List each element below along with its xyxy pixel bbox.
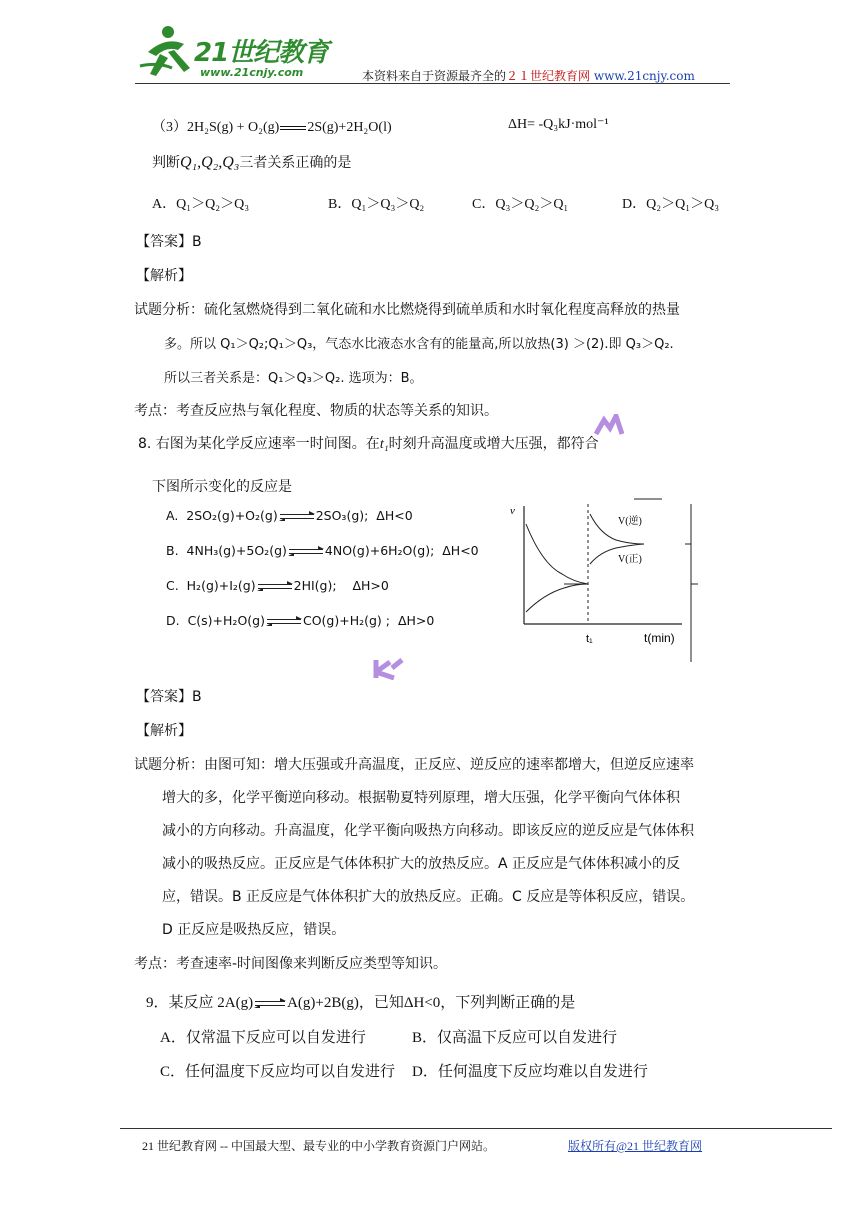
equilibrium-arrow-icon [289, 547, 323, 556]
footer-rule [120, 1128, 832, 1129]
answer-value: B [192, 234, 202, 250]
q8-option-b [166, 543, 479, 558]
q8-option-a [166, 508, 413, 523]
option-rhs: 2SO₃(g); [315, 508, 369, 523]
q7-analysis-label: 【解析】 [136, 268, 192, 284]
option-rhs: 4NO(g)+6H₂O(g); [324, 543, 435, 558]
graph-y-label: v [510, 505, 515, 517]
watermark-mark-bottom [372, 658, 406, 680]
eq3-label: （3） [152, 120, 187, 135]
q9-stem [146, 991, 575, 1012]
option-rhs: 2HI(g); [293, 578, 337, 593]
q8-option-c [166, 578, 389, 593]
q7-eq3-dh: ΔH= -Q₃kJ·mol⁻¹ [508, 117, 609, 132]
logo-figure-icon [138, 22, 198, 80]
rate-time-graph [504, 494, 714, 664]
option-label: B. [166, 543, 179, 558]
q7-option-d: D．Q₂＞Q₁＞Q₃ [622, 197, 720, 212]
q7-stem-pre: 判断 [152, 155, 180, 171]
graph-x-tick-t1: t₁ [586, 633, 593, 645]
option-lhs: H₂(g)+I₂(g) [186, 578, 256, 593]
q7-stem-text: 三者关系正确的是 [239, 155, 352, 171]
q8-stem-b: 时刻升高温度或增大压强，都符合 [388, 436, 599, 452]
footer-copyright-link[interactable]: 版权所有@21 世纪教育网 [568, 1139, 703, 1153]
curve-forward-before [526, 584, 588, 612]
option-dh: ΔH<0 [376, 508, 413, 523]
q7-analysis-line-3: 所以三者关系是：Q₁＞Q₃＞Q₂. 选项为：B。 [164, 371, 423, 386]
logo-text: 21世纪教育 [194, 38, 329, 68]
q8-kaodian: 考点：考查速率-时间图像来判断反应类型等知识。 [134, 956, 448, 972]
graph-label-forward: V(正) [618, 554, 642, 565]
q8-stem-t1: t₁ [379, 437, 389, 452]
option-dh: ΔH>0 [397, 613, 435, 628]
option-dh: ΔH>0 [352, 578, 389, 593]
answer-label: 【答案】 [136, 689, 192, 705]
answer-label: 【答案】 [136, 234, 192, 250]
eq3-rhs: 2S(g)+2H₂O(l) [307, 120, 392, 135]
q8-answer [136, 686, 202, 706]
footer-left: 21 世纪教育网 -- 中国最大型、最专业的中小学教育资源门户网站。 [142, 1139, 495, 1153]
curve-reverse-before [526, 524, 588, 584]
graph-label-reverse: V(逆) [618, 516, 642, 527]
option-label: A. [166, 508, 179, 523]
answer-value: B [192, 689, 202, 705]
q9-stem-b: A(g)+2B(g)，已知ΔH<0，下列判断正确的是 [287, 995, 576, 1011]
header-rule [135, 83, 730, 84]
q8-stem-a: 8. 右图为某化学反应速率一时间图。在 [138, 436, 380, 452]
q9-stem-a: 9．某反应 2A(g) [146, 995, 254, 1011]
q8-option-d [166, 613, 434, 628]
q7-stem [152, 152, 351, 172]
header-logo [138, 22, 338, 82]
option-lhs: 4NH₃(g)+5O₂(g) [186, 543, 287, 558]
q7-answer [136, 231, 202, 251]
q8-analysis-label: 【解析】 [136, 723, 192, 739]
q9-option-d: D．任何温度下反应均难以自发进行 [412, 1064, 648, 1080]
option-lhs: C(s)+H₂O(g) [187, 613, 265, 628]
option-dh: ΔH<0 [442, 543, 479, 558]
q8-analysis-line-5: 应，错误。B 正反应是气体体积扩大的放热反应。正确。C 反应是等体积反应，错误。 [162, 889, 695, 905]
tagline-url[interactable]: www.21cnjy.com [593, 69, 695, 83]
q8-analysis-line-6: D 正反应是吸热反应，错误。 [162, 922, 346, 938]
equilibrium-arrow-icon [255, 999, 285, 1008]
header-tagline [362, 67, 695, 84]
equilibrium-arrow-icon [258, 582, 292, 591]
q9-option-a: A．仅常温下反应可以自发进行 [160, 1030, 366, 1046]
option-label: C. [166, 578, 179, 593]
q8-analysis-line-3: 减小的方向移动。升高温度，化学平衡向吸热方向移动。即该反应的逆反应是气体体积 [162, 823, 694, 839]
tagline-site[interactable]: ２１世纪教育网 [506, 69, 591, 83]
q8-stem-line-2: 下图所示变化的反应是 [152, 479, 292, 495]
option-rhs: CO(g)+H₂(g) ; [302, 613, 390, 628]
q7-analysis-line-2: 多。所以 Q₁＞Q₂;Q₁＞Q₃，气态水比液态水含有的能量高,所以放热(3) ＞(2).即 Q₃＞Q₂. [164, 337, 674, 352]
q7-kaodian: 考点：考查反应热与氧化程度、物质的状态等关系的知识。 [134, 403, 498, 419]
q8-analysis-line-2: 增大的多，化学平衡逆向移动。根据勒夏特列原理，增大压强，化学平衡向气体体积 [162, 790, 680, 806]
tagline-prefix: 本资料来自于资源最齐全的 [362, 69, 507, 83]
q8-analysis-line-4: 减小的吸热反应。正反应是气体体积扩大的放热反应。A 正反应是气体体积减小的反 [162, 856, 681, 872]
option-lhs: 2SO₂(g)+O₂(g) [186, 508, 278, 523]
logo-url: www.21cnjy.com [200, 66, 304, 79]
q7-stem-q: Q₁,Q₂,Q₃ [180, 154, 240, 171]
q7-eq3 [152, 116, 392, 136]
equilibrium-arrow-icon [280, 512, 314, 521]
equilibrium-arrow-icon [267, 617, 301, 626]
eq3-lhs: 2H₂S(g) + O₂(g) [187, 120, 280, 135]
q7-option-b: B．Q₁＞Q₃＞Q₂ [328, 197, 425, 212]
q8-analysis-line-1: 试题分析：由图可知：增大压强或升高温度，正反应、逆反应的速率都增大，但逆反应速率 [134, 757, 694, 773]
graph-x-label: t(min) [644, 631, 675, 645]
q7-option-a: A．Q₁＞Q₂＞Q₃ [152, 197, 250, 212]
q9-option-c: C．任何温度下反应均可以自发进行 [160, 1064, 396, 1080]
q9-option-b: B．仅高温下反应可以自发进行 [412, 1030, 618, 1046]
eq3-arrow [280, 126, 306, 130]
q7-analysis-line-1: 试题分析：硫化氢燃烧得到二氧化硫和水比燃烧得到硫单质和水时氧化程度高释放的热量 [134, 302, 680, 318]
option-label: D. [166, 613, 180, 628]
q8-stem-line-1 [138, 433, 599, 453]
q7-option-c: C．Q₃＞Q₂＞Q₁ [472, 197, 569, 212]
